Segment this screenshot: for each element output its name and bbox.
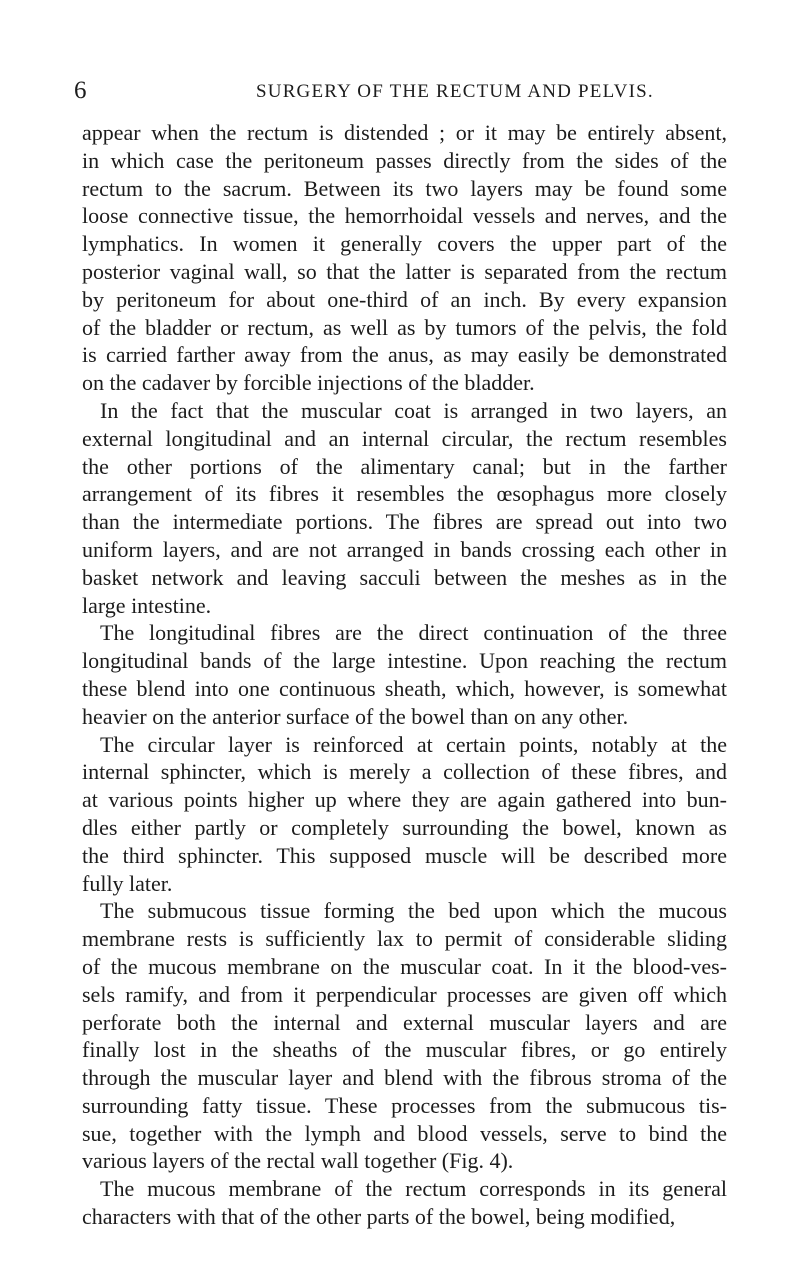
text-line: external longitudinal and an internal circular, the rectum resembles <box>82 425 727 451</box>
text-line: loose connective tissue, the hemorrhoidal vessels and nerves, and the <box>82 203 727 229</box>
text-line: by peritoneum for about one-third of an inch. By every expansion <box>82 286 727 312</box>
text-line: sue, together with the lymph and blood vessels, serve to bind the <box>82 1120 727 1146</box>
text-line: various layers of the rectal wall together (Fig. 4). <box>82 1148 514 1174</box>
text-line: appear when the rectum is distended ; or it may be entirely absent, <box>82 120 727 145</box>
page-number: 6 <box>74 77 87 104</box>
paragraph <box>82 619 727 730</box>
text-line: at various points higher up where they are again gathered into bun- <box>82 787 727 813</box>
text-line: The circular layer is reinforced at certain points, notably at the <box>100 731 727 757</box>
text-line: sels ramify, and from it perpendicular processes are given off which <box>82 981 727 1007</box>
text-line: in which case the peritoneum passes directly from the sides of the <box>82 147 727 173</box>
text-line: of the mucous membrane on the muscular coat. In it the blood-ves- <box>82 953 727 979</box>
text-line: heavier on the anterior surface of the bowel than on any other. <box>82 703 629 729</box>
text-line: characters with that of the other parts of the bowel, being modified, <box>82 1204 676 1230</box>
text-line: finally lost in the sheaths of the muscular fibres, or go entirely <box>82 1037 727 1063</box>
body-text <box>82 119 727 1231</box>
text-line: these blend into one continuous sheath, which, however, is somewhat <box>82 675 727 701</box>
text-line: uniform layers, and are not arranged in bands crossing each other in <box>82 536 727 562</box>
text-line: arrangement of its fibres it resembles the œsophagus more closely <box>82 481 727 507</box>
text-line: dles either partly or completely surrounding the bowel, known as <box>82 814 727 840</box>
text-line: is carried farther away from the anus, as may easily be demonstrated <box>82 342 727 368</box>
text-line: The mucous membrane of the rectum corresponds in its general <box>100 1176 727 1202</box>
text-line: surrounding fatty tissue. These processes from the submucous tis- <box>82 1092 727 1118</box>
text-line: than the intermediate portions. The fibres are spread out into two <box>82 509 727 535</box>
text-line: basket network and leaving sacculi between the meshes as in the <box>82 564 727 590</box>
text-line: membrane rests is sufficiently lax to permit of considerable sliding <box>82 926 727 952</box>
text-line: fully later. <box>82 870 173 896</box>
running-title: SURGERY OF THE RECTUM AND PELVIS. <box>256 81 654 102</box>
text-line: of the bladder or rectum, as well as by tumors of the pelvis, the fold <box>82 314 727 340</box>
paragraph <box>82 397 727 619</box>
text-line: through the muscular layer and blend with the fibrous stroma of the <box>82 1065 727 1091</box>
text-line: perforate both the internal and external muscular layers and are <box>82 1009 727 1035</box>
paragraph <box>82 897 727 1175</box>
paragraph <box>82 1175 727 1231</box>
text-line: the third sphincter. This supposed muscle will be described more <box>82 842 727 868</box>
paragraph <box>82 731 727 898</box>
text-line: on the cadaver by forcible injections of the bladder. <box>82 370 535 396</box>
text-line: internal sphincter, which is merely a collection of these fibres, and <box>82 759 727 785</box>
text-line: posterior vaginal wall, so that the latter is separated from the rectum <box>82 258 727 284</box>
text-line: large intestine. <box>82 592 212 618</box>
text-line: The longitudinal fibres are the direct continuation of the three <box>100 620 727 646</box>
text-line: In the fact that the muscular coat is arranged in two layers, an <box>100 397 727 423</box>
paragraph <box>82 119 727 397</box>
running-head <box>0 76 800 106</box>
text-line: longitudinal bands of the large intestine. Upon reaching the rectum <box>82 648 727 674</box>
text-line: the other portions of the alimentary canal; but in the farther <box>82 453 727 479</box>
text-line: lymphatics. In women it generally covers the upper part of the <box>82 231 727 257</box>
text-line: The submucous tissue forming the bed upon which the mucous <box>100 898 727 924</box>
text-line: rectum to the sacrum. Between its two layers may be found some <box>82 175 727 201</box>
